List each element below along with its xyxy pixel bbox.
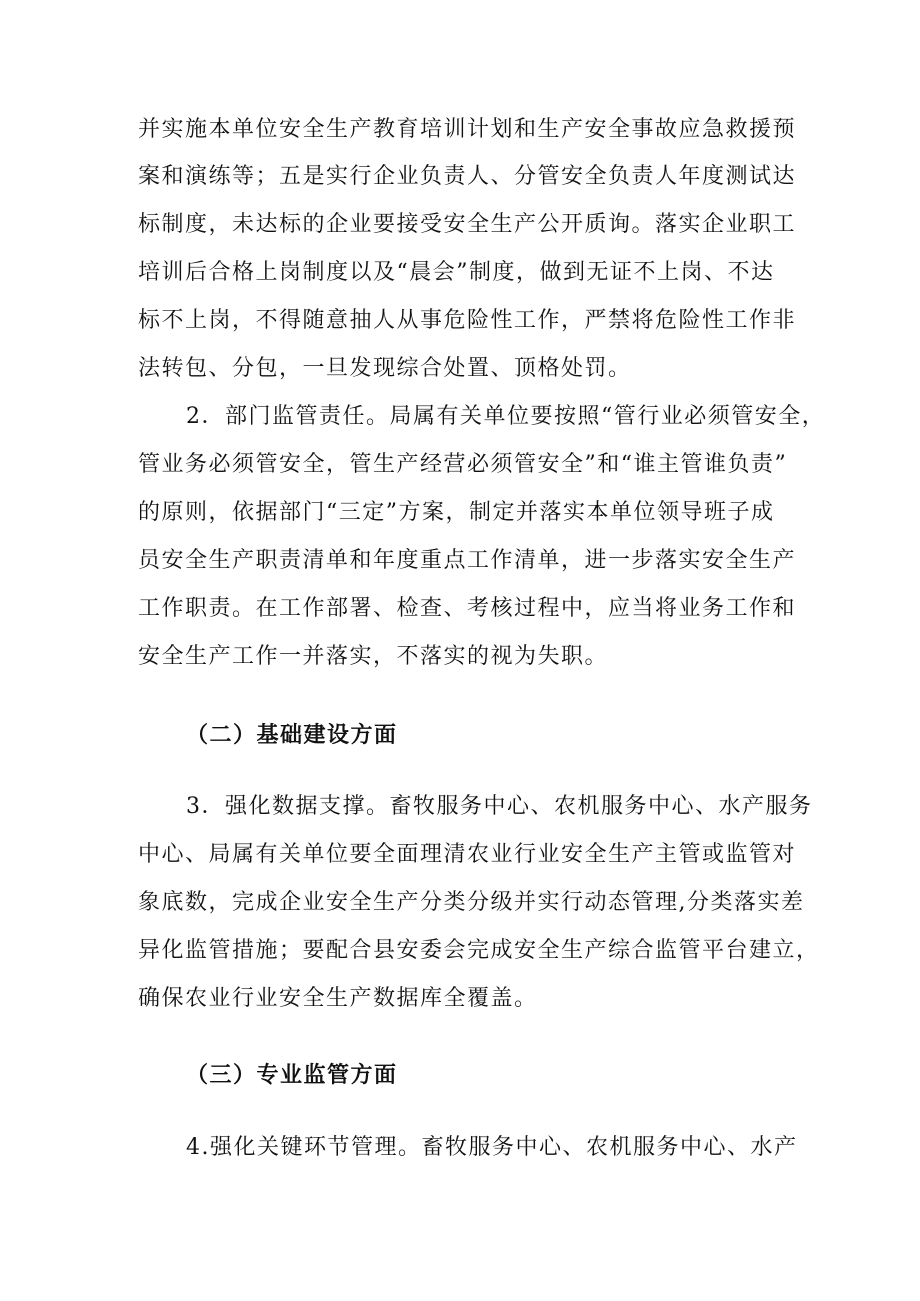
paragraph-1-line-3: 标制度，未达标的企业要接受安全生产公开质询。落实企业职工	[138, 212, 797, 237]
paragraph-2-line-3: 的原则，依据部门“三定”方案，制定并落实本单位领导班子成	[138, 500, 775, 525]
paragraph-1-line-2: 案和演练等；五是实行企业负责人、分管安全负责人年度测试达	[138, 164, 797, 189]
paragraph-3-line-3: 象底数，完成企业安全生产分类分级并实行动态管理,分类落实差	[138, 890, 805, 915]
paragraph-2-line-1: 2．部门监管责任。局属有关单位要按照“管行业必须管安全，	[186, 404, 826, 429]
paragraph-2-line-4: 员安全生产职责清单和年度重点工作清单，进一步落实安全生产	[138, 548, 797, 573]
paragraph-3-line-5: 确保农业行业安全生产数据库全覆盖。	[138, 986, 538, 1011]
paragraph-1-line-6: 法转包、分包，一旦发现综合处置、顶格处罚。	[138, 356, 632, 381]
paragraph-1-line-1: 并实施本单位安全生产教育培训计划和生产安全事故应急救援预	[138, 117, 797, 142]
paragraph-1-line-5: 标不上岗，不得随意抽人从事危险性工作，严禁将危险性工作非	[138, 308, 797, 333]
paragraph-1-line-4: 培训后合格上岗制度以及“晨会”制度，做到无证不上岗、不达	[138, 260, 775, 285]
section-heading-2: （二）基础建设方面	[186, 722, 398, 748]
section-heading-3: （三）专业监管方面	[186, 1062, 398, 1088]
paragraph-3-line-2: 中心、局属有关单位要全面理清农业行业安全生产主管或监管对	[138, 842, 797, 867]
paragraph-2-line-2: 管业务必须管安全，管生产经营必须管安全”和“谁主管谁负责”	[138, 452, 788, 477]
paragraph-2-line-5: 工作职责。在工作部署、检查、考核过程中，应当将业务工作和	[138, 596, 797, 621]
paragraph-3-line-1: 3．强化数据支撑。畜牧服务中心、农机服务中心、水产服务	[186, 794, 813, 819]
paragraph-4-line-1: 4.强化关键环节管理。畜牧服务中心、农机服务中心、水产	[186, 1135, 798, 1160]
paragraph-2-line-6: 安全生产工作一并落实，不落实的视为失职。	[138, 644, 609, 669]
paragraph-3-line-4: 异化监管措施；要配合县安委会完成安全生产综合监管平台建立，	[138, 938, 820, 963]
